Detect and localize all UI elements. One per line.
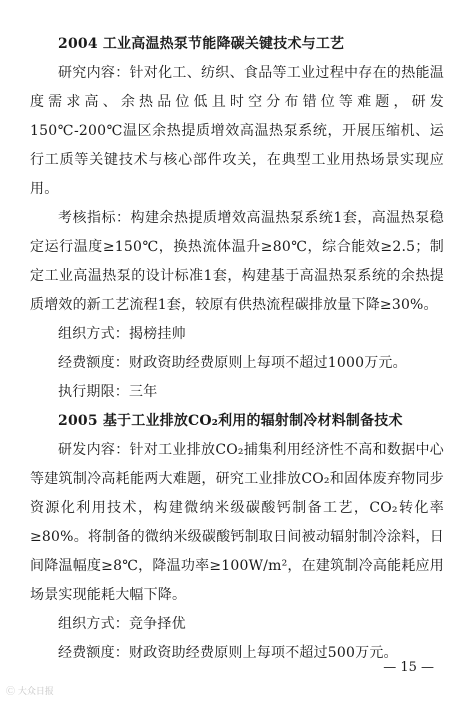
watermark: Ⓒ 大众日报 <box>6 687 54 697</box>
section-2005-title: 2005 基于工业排放CO₂利用的辐射制冷材料制备技术 <box>58 413 403 429</box>
section-2004-research: 研究内容：针对化工、纺织、食品等工业过程中存在的热能温度需求高、余热品位低且时空分布错位等难题，研发150℃-200℃温区余热提质增效高温热泵系统，开展压缩机、运行工质等关键技术与核心部件攻关，在典型工业用热场景实现应用。 <box>30 65 444 197</box>
section-2004-title: 2004 工业高温热泵节能降碳关键技术与工艺 <box>58 36 345 52</box>
section-2004-period: 执行期限：三年 <box>58 384 158 400</box>
section-2004-funding: 经费额度：财政资助经费原则上每项不超过1000万元。 <box>58 355 407 371</box>
section-2005-research: 研发内容：针对工业排放CO₂捕集利用经济性不高和数据中心等建筑制冷高耗能两大难题，研究工业排放CO₂和固体废弃物同步资源化利用技术，构建微纳米级碳酸钙制备工艺，CO₂转化率≥80%。将制备的微纳米级碳酸钙制取日间被动辐射制冷涂料，日间降温幅度≥8℃，降温功率≥100W/m²，在建筑制冷高能耗应用场景实现能耗大幅下降。 <box>30 442 444 603</box>
document-body <box>30 30 444 668</box>
section-2004-indicators: 考核指标：构建余热提质增效高温热泵系统1套，高温热泵稳定运行温度≥150℃，换热流体温升≥80℃，综合能效≥2.5；制定工业高温热泵的设计标准1套，构建基于高温热泵系统的余热提质增效的新工艺流程1套，较原有供热流程碳排放量下降≥30%。 <box>30 210 444 313</box>
section-2005-funding: 经费额度：财政资助经费原则上每项不超过500万元。 <box>58 645 398 661</box>
section-2005-organization: 组织方式：竞争择优 <box>58 616 186 632</box>
section-2004-organization: 组织方式：揭榜挂帅 <box>58 326 186 342</box>
page-number: — 15 — <box>383 660 434 675</box>
